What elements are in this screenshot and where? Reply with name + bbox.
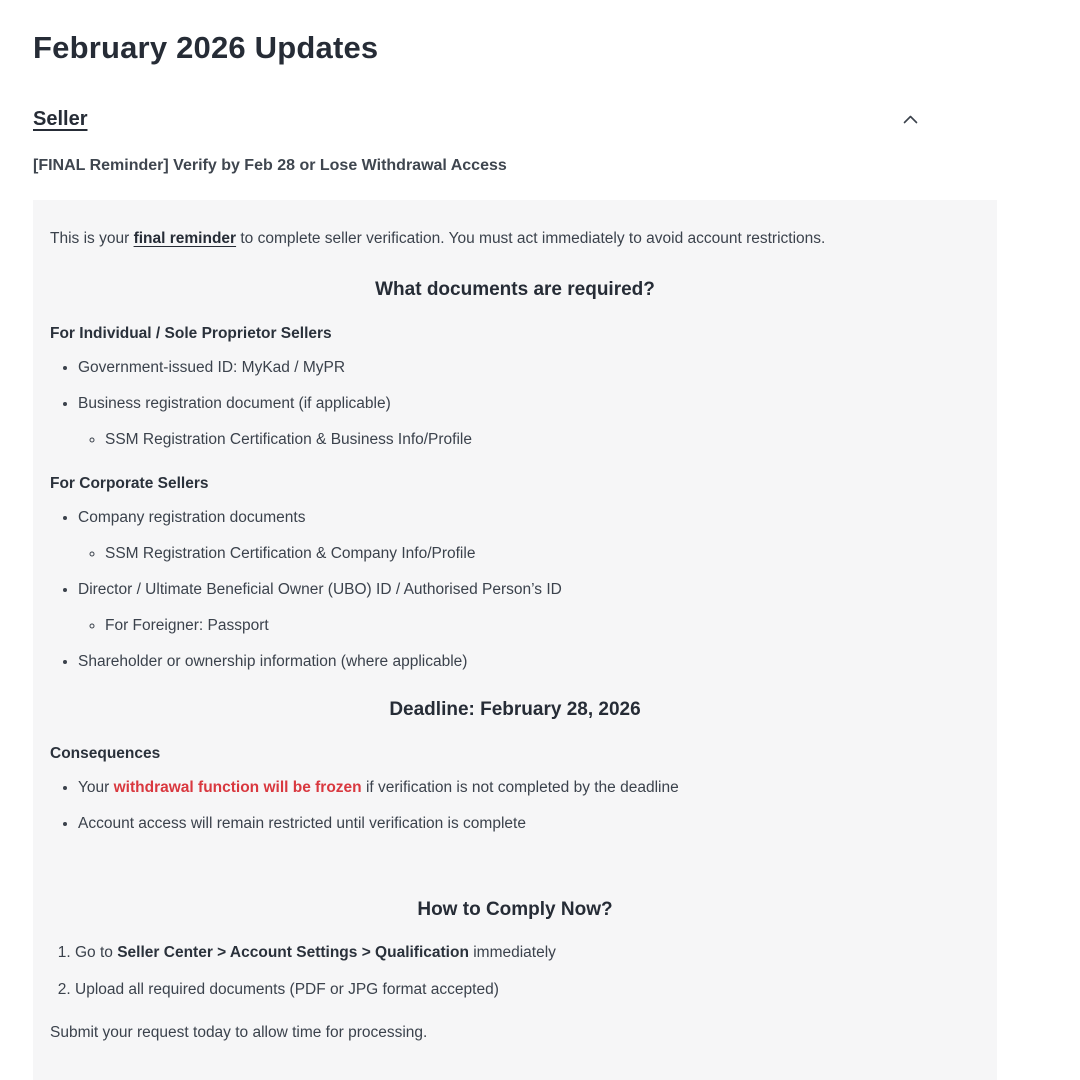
- list-item: [78, 650, 980, 673]
- individual-sellers-label: For Individual / Sole Proprietor Sellers: [50, 325, 332, 342]
- sub-list: [78, 428, 980, 451]
- sub-list-item: [105, 428, 980, 451]
- step-item: [75, 978, 980, 1001]
- list-item-text: For Foreigner: Passport: [105, 617, 269, 634]
- submit-note: Submit your request today to allow time for processing.: [50, 1024, 428, 1041]
- seller-section-header: [33, 108, 997, 131]
- seller-center-path: Seller Center > Account Settings > Qualification: [117, 944, 469, 961]
- list-item-text: Business registration document (if applicable): [78, 395, 391, 412]
- withdrawal-frozen-alert: withdrawal function will be frozen: [113, 779, 362, 796]
- step-text-pre: Go to: [75, 944, 118, 961]
- chevron-up-icon: [903, 115, 918, 124]
- list-item: [78, 578, 980, 637]
- page-title: February 2026 Updates: [33, 30, 379, 65]
- sub-list-item: [105, 614, 980, 637]
- corporate-sellers-label: For Corporate Sellers: [50, 475, 209, 492]
- intro-text-pre: This is your: [50, 230, 134, 247]
- step-text: Upload all required documents (PDF or JPG format accepted): [75, 981, 499, 998]
- step-item: [75, 941, 980, 964]
- list-item-text: SSM Registration Certification & Business Info/Profile: [105, 431, 472, 448]
- announcement-subtitle: [FINAL Reminder] Verify by Feb 28 or Lose Withdrawal Access: [33, 157, 507, 174]
- sub-list: [78, 614, 980, 637]
- corporate-sellers-list: [50, 506, 980, 673]
- seller-section-title[interactable]: Seller: [33, 108, 88, 130]
- list-item: [78, 812, 980, 835]
- notice-box: [33, 200, 997, 1080]
- list-item: [78, 356, 980, 379]
- comply-steps-list: [50, 941, 980, 1001]
- list-item-text: Director / Ultimate Beneficial Owner (UBO) ID / Authorised Person’s ID: [78, 581, 562, 598]
- documents-required-heading: What documents are required?: [375, 279, 655, 300]
- list-item-text: Shareholder or ownership information (where applicable): [78, 653, 468, 670]
- list-item: [78, 776, 980, 799]
- list-item-text: Government-issued ID: MyKad / MyPR: [78, 359, 346, 376]
- individual-sellers-list: [50, 356, 980, 451]
- list-item-text: SSM Registration Certification & Company Info/Profile: [105, 545, 476, 562]
- list-item-text-pre: Your: [78, 779, 114, 796]
- deadline-heading: Deadline: February 28, 2026: [389, 699, 641, 720]
- final-reminder-emphasis: final reminder: [133, 230, 237, 247]
- intro-text-post: to complete seller verification. You must act immediately to avoid account restrictions.: [236, 230, 826, 247]
- step-text-post: immediately: [468, 944, 556, 961]
- list-item-text-post: if verification is not completed by the deadline: [361, 779, 679, 796]
- collapse-section-button[interactable]: [899, 109, 921, 131]
- list-item: [78, 506, 980, 565]
- consequences-list: [50, 776, 980, 835]
- list-item-text: Company registration documents: [78, 509, 306, 526]
- intro-paragraph: [50, 224, 906, 253]
- how-to-comply-heading: How to Comply Now?: [417, 899, 613, 920]
- list-item-text: Account access will remain restricted until verification is complete: [78, 815, 526, 832]
- consequences-label: Consequences: [50, 745, 161, 762]
- list-item: [78, 392, 980, 451]
- sub-list-item: [105, 542, 980, 565]
- sub-list: [78, 542, 980, 565]
